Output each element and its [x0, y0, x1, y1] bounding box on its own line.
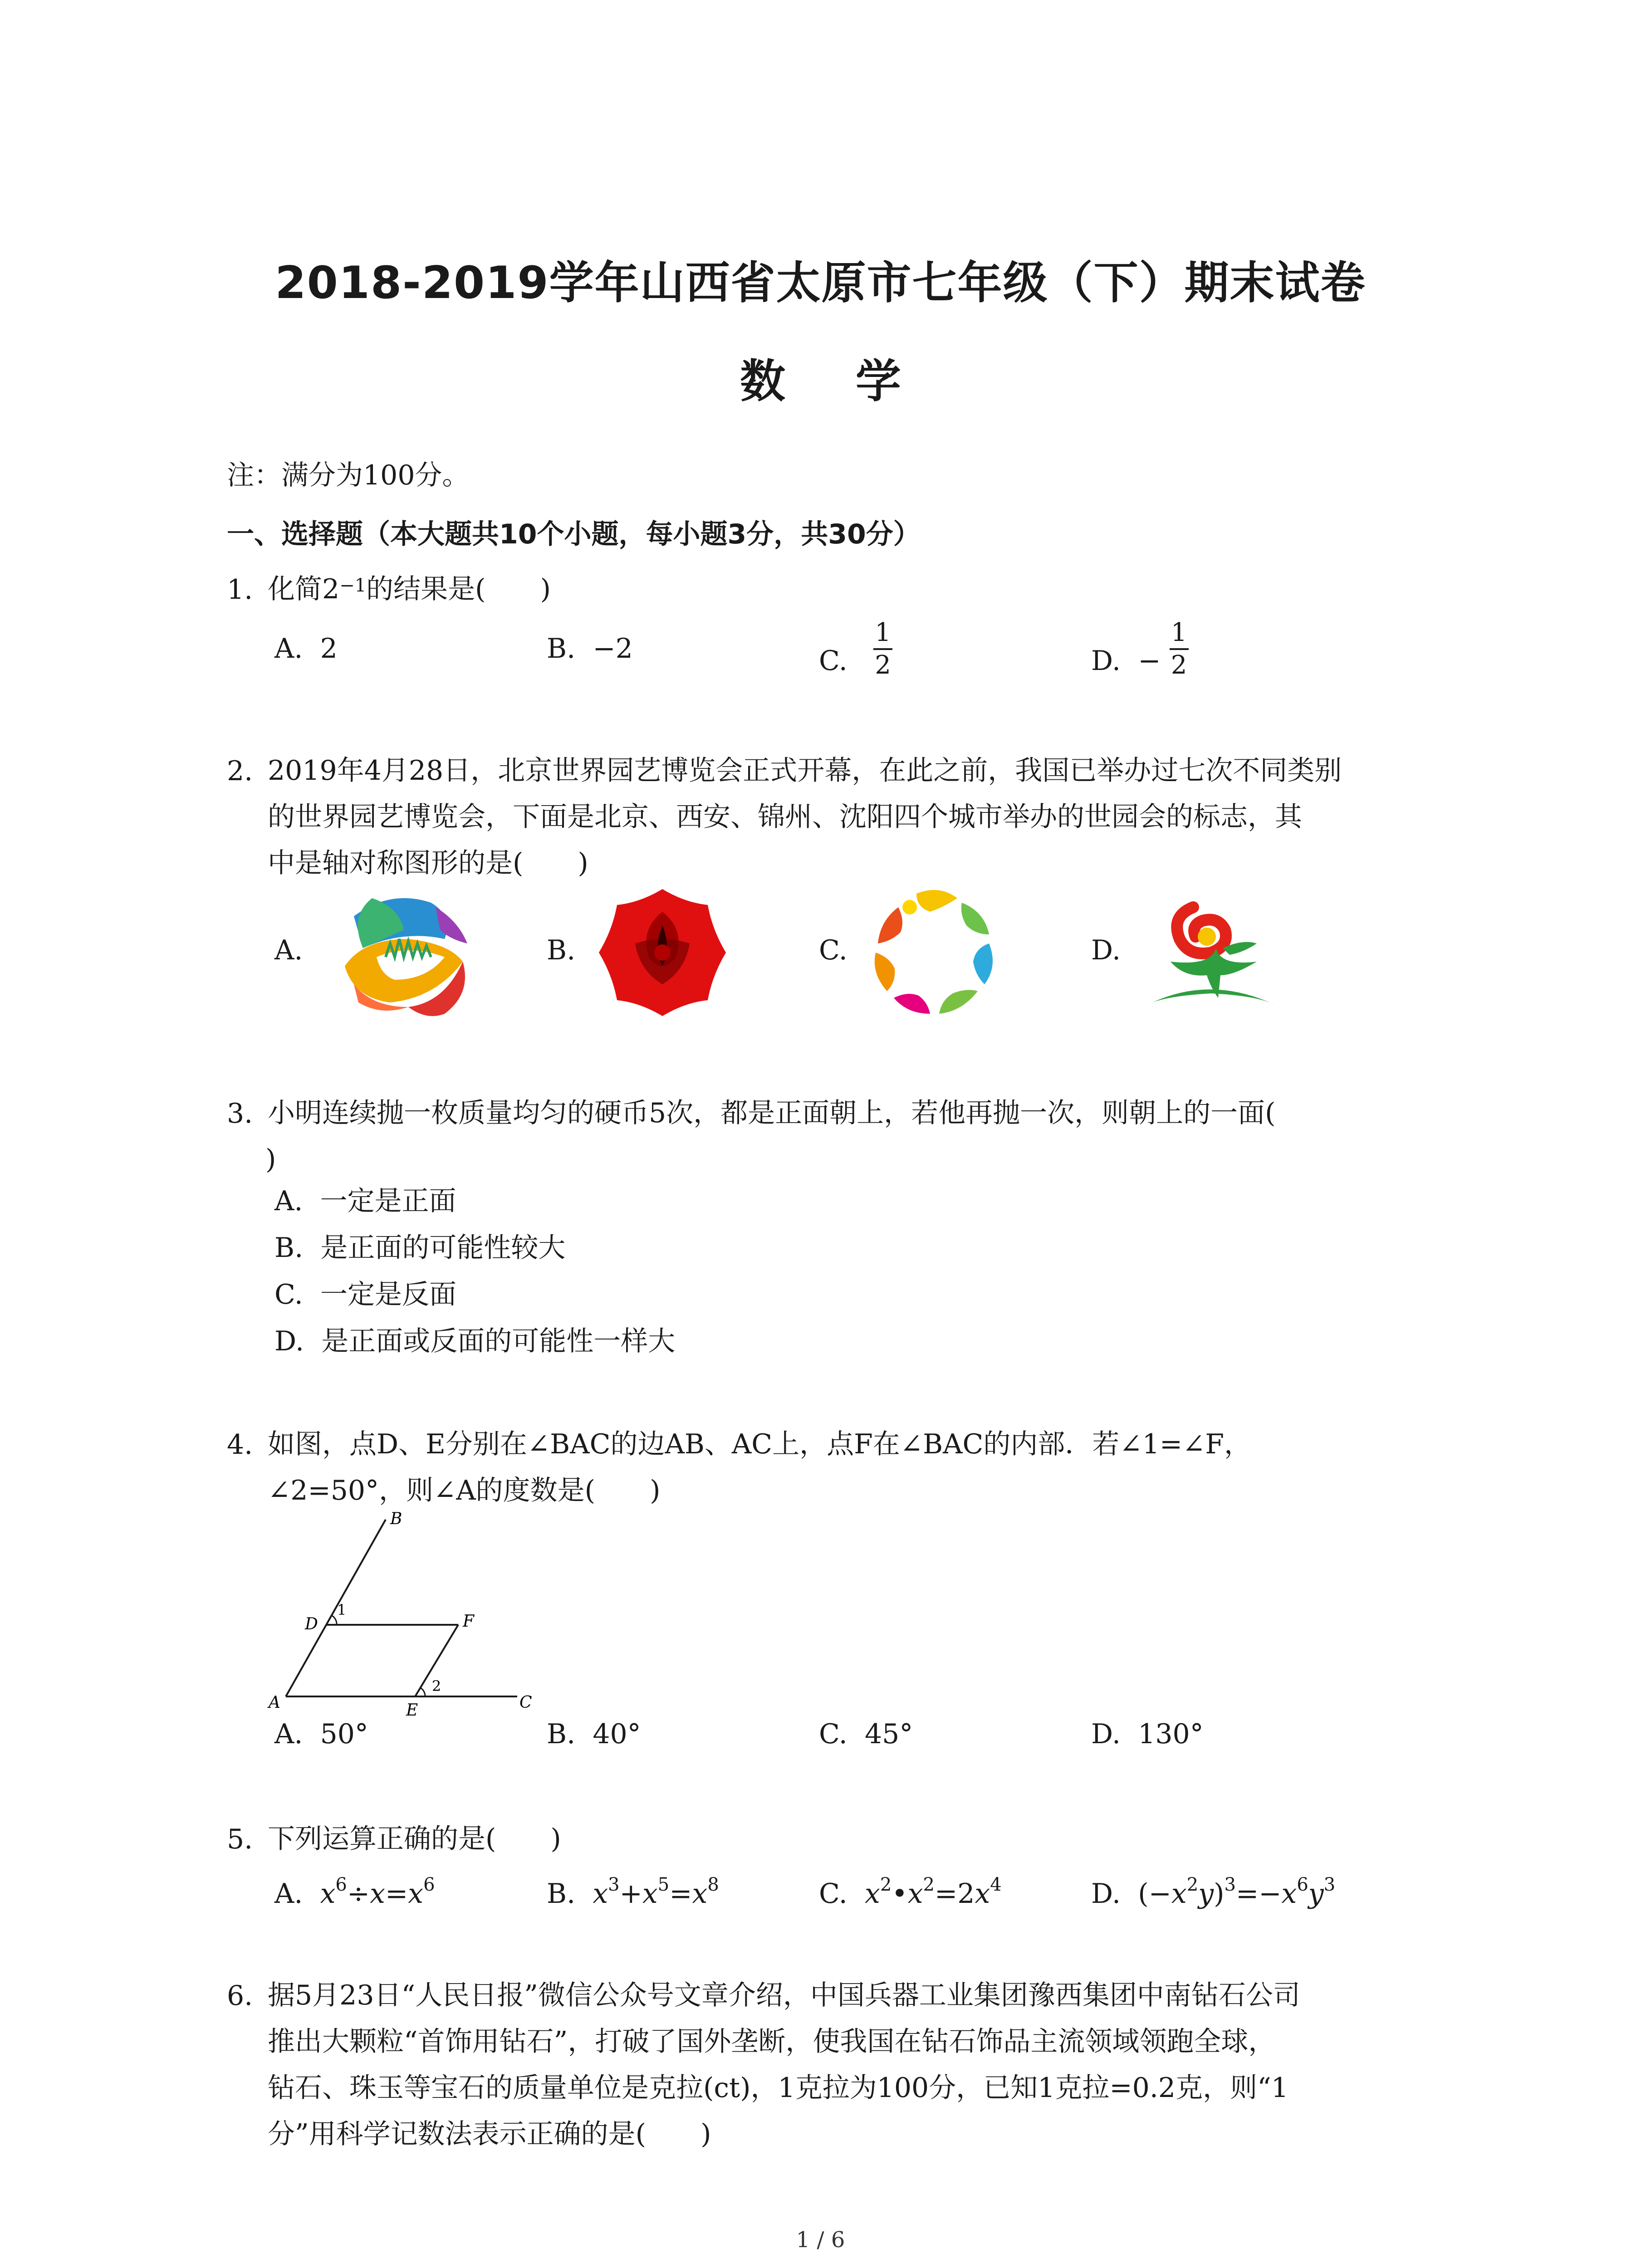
option-c-label: C.	[819, 934, 847, 966]
question-line: 中是轴对称图形的是( )	[268, 847, 588, 879]
logo-b-image	[594, 885, 730, 1021]
geometry-figure	[263, 1506, 544, 1724]
question-number: 1.	[227, 574, 253, 606]
option-text: 一定是反面	[320, 1279, 456, 1310]
question-number: 3.	[227, 1098, 253, 1129]
option-a	[274, 1718, 368, 1750]
option-c	[274, 1273, 456, 1312]
denominator: 2	[1171, 650, 1187, 680]
option-label: B.	[547, 1878, 576, 1910]
question-line: 钻石、珠玉等宝石的质量单位是克拉(ct)，1克拉为100分，已知1克拉=0.2克，则“1	[268, 2072, 1288, 2104]
option-d-label: D.	[1091, 934, 1121, 966]
question-line: )	[265, 1144, 276, 1175]
option-label: A.	[274, 1718, 303, 1750]
question-number: 2.	[227, 755, 253, 787]
question-line: 2019年4月28日，北京世界园艺博览会正式开幕，在此之前，我国已举办过七次不同类别	[268, 755, 1342, 787]
option-label: C.	[819, 645, 847, 677]
label-e: E	[406, 1701, 418, 1720]
option-label: A.	[274, 1185, 303, 1217]
logo-d-image	[1143, 898, 1279, 1021]
option-c: C. $x^2•x^2=2x^4$	[819, 1874, 1002, 1910]
option-text: 一定是正面	[320, 1185, 456, 1217]
label-a: A	[269, 1693, 280, 1712]
option-d	[274, 1320, 675, 1359]
option-label: D.	[1091, 1878, 1121, 1910]
subject-title: 数 学	[740, 355, 928, 408]
question-line: 据5月23日“人民日报”微信公众号文章介绍，中国兵器工业集团豫西集团中南钻石公司	[268, 1980, 1300, 2011]
option-b	[547, 633, 633, 665]
option-label: C.	[274, 1279, 303, 1310]
page-number: 1 / 6	[796, 2227, 845, 2253]
question-line: 推出大颗粒“首饰用钻石”，打破了国外垄断，使我国在钻石饰品主流领域领跑全球，	[268, 2026, 1276, 2058]
option-text: 130°	[1138, 1718, 1204, 1750]
option-text: 是正面或反面的可能性一样大	[321, 1325, 676, 1357]
option-b	[274, 1226, 565, 1265]
option-text: −2	[593, 633, 633, 665]
exponent: −1	[339, 575, 367, 596]
question-line: 的世界园艺博览会，下面是北京、西安、锦州、沈阳四个城市举办的世园会的标志，其	[268, 801, 1302, 833]
numerator: 1	[875, 618, 891, 647]
label-angle-1: 1	[337, 1601, 347, 1618]
line-ab	[286, 1520, 386, 1696]
option-b	[547, 1718, 641, 1750]
question-stem	[268, 566, 551, 612]
option-label: C.	[819, 1878, 847, 1910]
label-f: F	[463, 1612, 474, 1631]
option-c	[819, 619, 892, 679]
stem-text: 化简2	[268, 573, 340, 605]
option-d: D. $(-x^2y)^3=-x^6y^3$	[1091, 1874, 1336, 1910]
option-b-label: B.	[547, 934, 576, 966]
question-number: 5.	[227, 1823, 253, 1855]
question-line: 小明连续抛一枚质量均匀的硬币5次，都是正面朝上，若他再抛一次，则朝上的一面(	[268, 1097, 1276, 1129]
numerator: 1	[1171, 618, 1187, 647]
option-d	[1091, 619, 1189, 679]
option-text: 是正面的可能性较大	[320, 1232, 566, 1264]
denominator: 2	[875, 650, 891, 680]
option-label: D.	[274, 1325, 304, 1357]
score-note: 注：满分为100分。	[227, 459, 470, 491]
label-b: B	[390, 1510, 402, 1528]
question-number: 6.	[227, 1980, 253, 2012]
option-b: B. $x^3+x^5=x^8$	[547, 1874, 719, 1910]
question-line: ∠2=50°，则∠A的度数是( )	[268, 1475, 661, 1506]
option-label: B.	[274, 1232, 304, 1264]
angle-2-arc	[421, 1688, 425, 1696]
option-label: D.	[1091, 645, 1121, 677]
option-text: 40°	[593, 1718, 641, 1750]
question-stem: 下列运算正确的是( )	[268, 1823, 561, 1855]
stem-text: 的结果是( )	[366, 573, 551, 605]
option-label: B.	[547, 633, 576, 665]
fraction	[1170, 619, 1189, 679]
question-number: 4.	[227, 1429, 253, 1461]
option-text: 50°	[320, 1718, 368, 1750]
logo-a-image	[336, 889, 472, 1021]
question-line: 分”用科学记数法表示正确的是( )	[268, 2118, 711, 2150]
option-a	[274, 633, 338, 665]
option-a	[274, 1179, 456, 1218]
option-a-label: A.	[274, 934, 303, 966]
question-line: 如图，点D、E分别在∠BAC的边AB、AC上，点F在∠BAC的内部．若∠1=∠F，	[268, 1428, 1252, 1460]
fraction	[873, 619, 892, 679]
option-label: A.	[274, 1878, 303, 1910]
minus-sign: −	[1138, 645, 1161, 677]
option-d	[1091, 1718, 1204, 1750]
option-text: 45°	[865, 1718, 913, 1750]
option-label: A.	[274, 633, 303, 665]
section-heading: 一、选择题（本大题共10个小题，每小题3分，共30分）	[227, 518, 921, 550]
label-angle-2: 2	[432, 1677, 441, 1695]
option-label: B.	[547, 1718, 576, 1750]
option-c	[819, 1718, 913, 1750]
angle-1-arc	[332, 1616, 337, 1625]
exam-title: 2018-2019学年山西省太原市七年级（下）期末试卷	[275, 257, 1366, 309]
option-a: A. $x^6\div x=x^6$	[274, 1874, 435, 1910]
label-c: C	[519, 1693, 532, 1712]
option-text: 2	[320, 633, 338, 665]
logo-c-image	[867, 885, 1003, 1021]
option-label: C.	[819, 1718, 847, 1750]
label-d: D	[305, 1615, 318, 1633]
option-label: D.	[1091, 1718, 1121, 1750]
